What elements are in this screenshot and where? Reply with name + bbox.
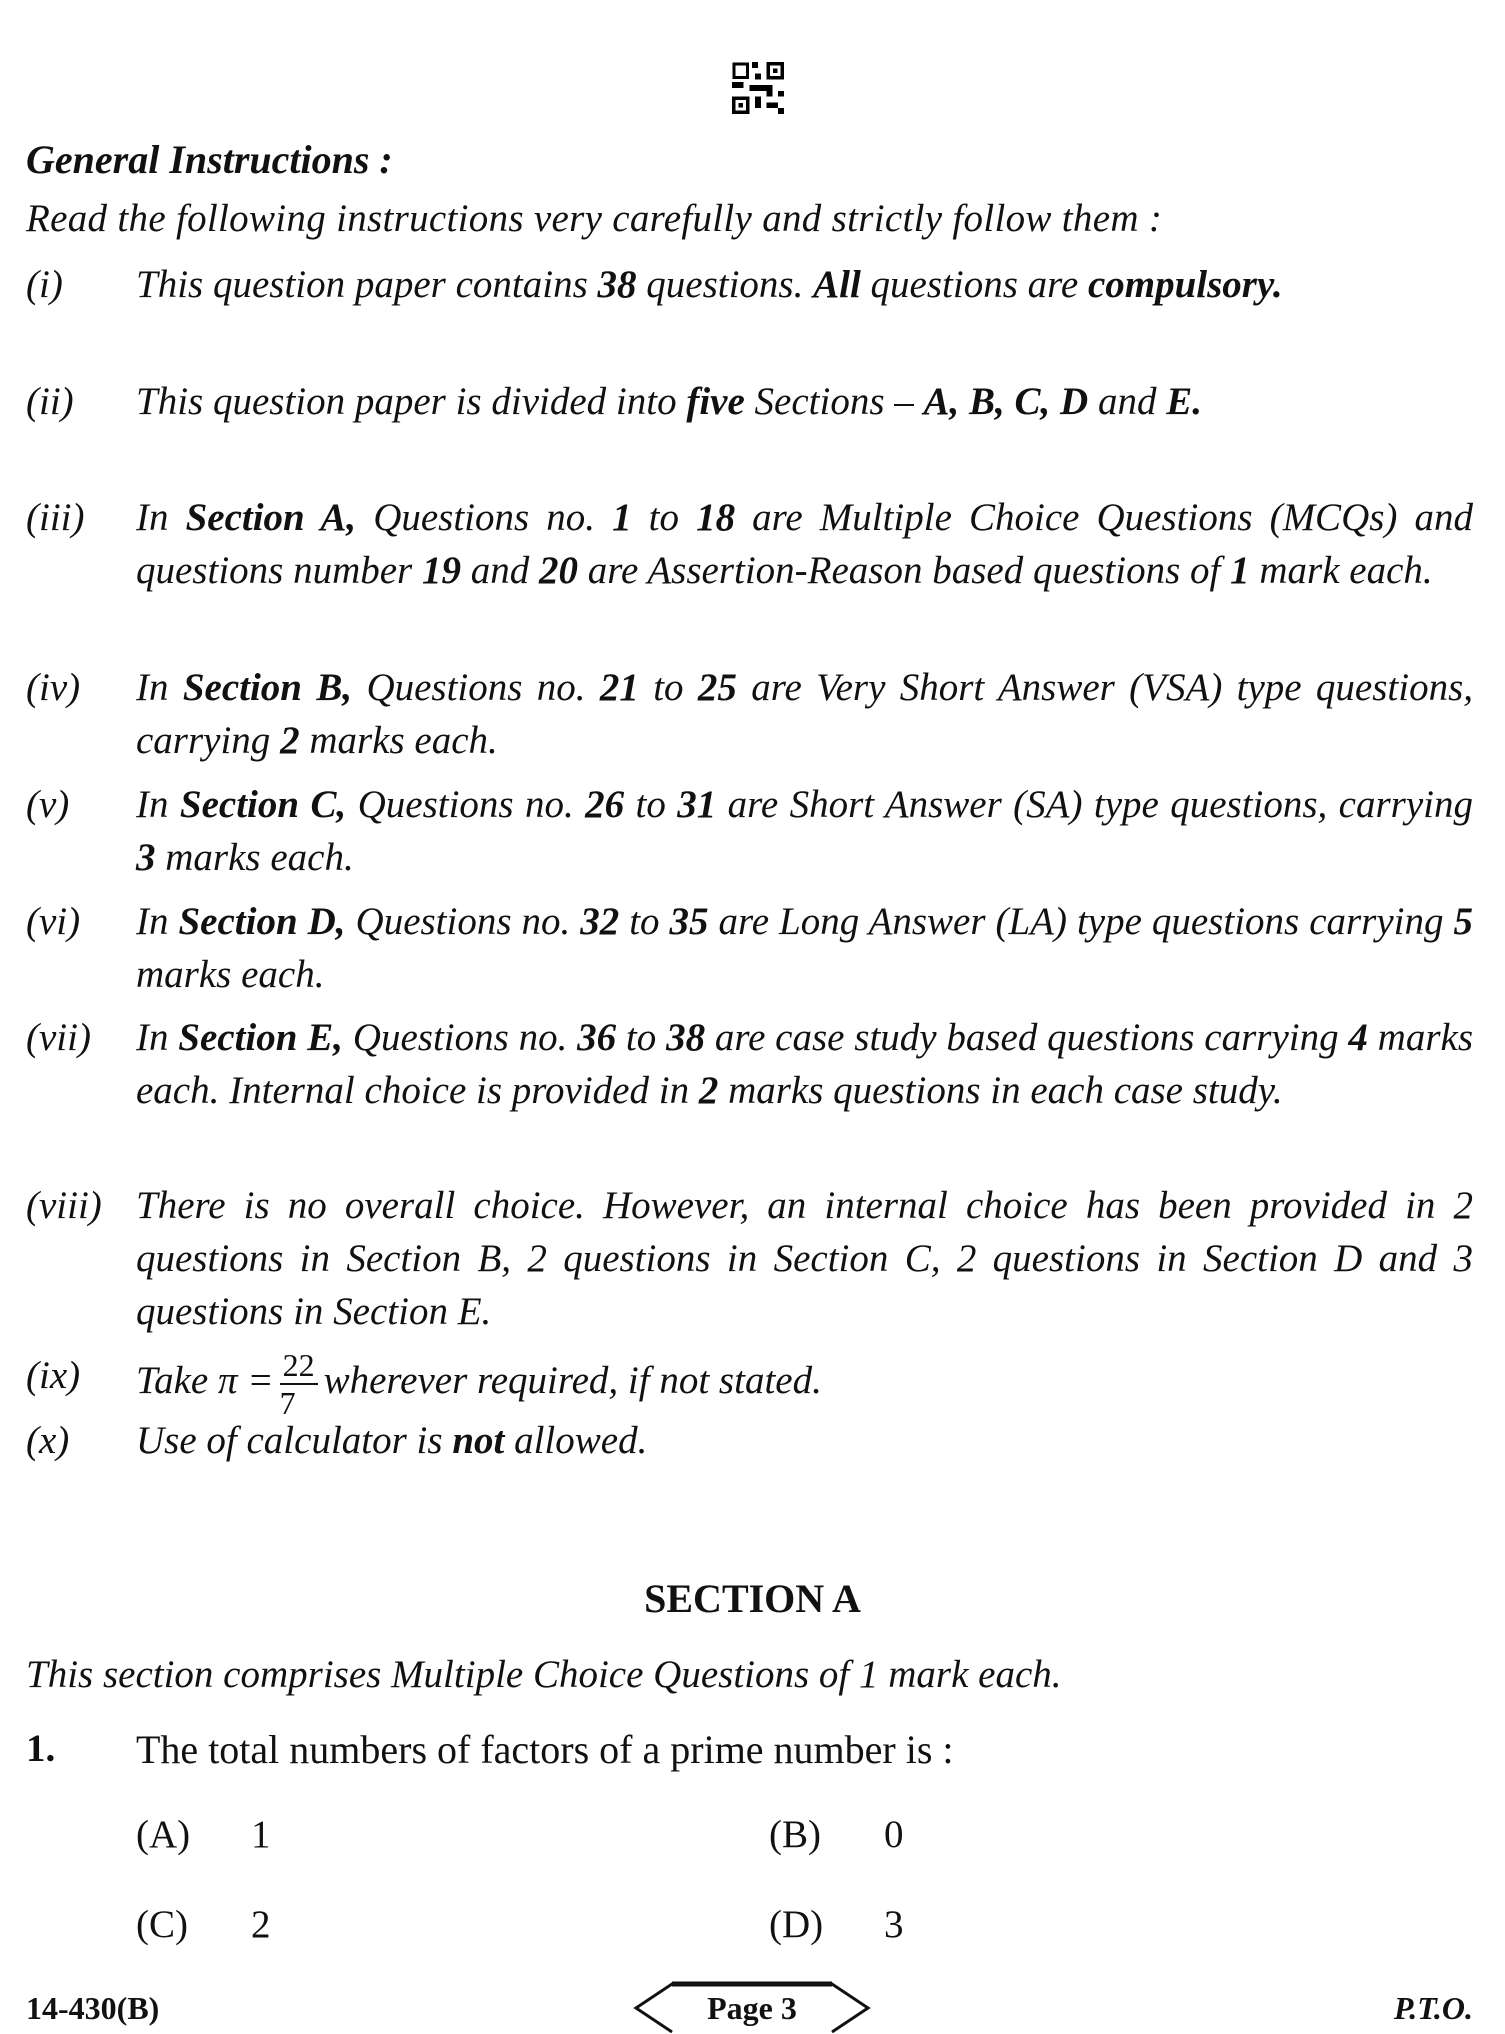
text-segment: are Long Answer (LA) type questions carrying [708,900,1454,943]
bold-text: 19 [422,549,461,592]
option-a [136,1812,271,1857]
text-segment: allowed. [504,1419,648,1462]
bold-text: 38 [666,1016,706,1059]
bold-text: Section D, [178,900,346,943]
bold-text: Section B, [182,666,353,709]
text-segment: This question paper is divided into [136,380,687,423]
fraction-numerator: 22 [280,1349,318,1385]
general-instructions-heading: General Instructions : [26,137,393,182]
bold-text: 1 [1230,549,1250,592]
bold-text: 3 [136,836,156,879]
pto-label: P.T.O. [1393,1990,1473,2026]
instructions-intro: Read the following instructions very carefully and strictly follow them : [26,197,1163,240]
bold-text: Section C, [179,783,347,826]
bold-text: not [452,1419,505,1462]
text-segment: marks each. [299,719,498,762]
option-value: 2 [251,1903,271,1946]
instruction-item [26,1011,1473,1117]
instruction-label: (ix) [26,1354,81,1397]
text-segment: wherever required, if not stated. [323,1358,822,1402]
bold-text: 38 [597,263,637,306]
text-segment: Questions no. [345,900,581,943]
instruction-label: (v) [26,783,70,826]
text-segment: Questions no. [352,666,600,709]
bold-text: five [686,380,745,423]
option-value: 1 [251,1813,271,1856]
bold-text: 36 [577,1016,617,1059]
instruction-label: (iv) [26,666,81,709]
text-segment: In [136,783,180,826]
bold-text: 25 [697,666,737,709]
text-segment: There is no overall choice. However, an internal choice has been provided in 2 questions in Section B, 2 questions in Section C, 2 questions in Section D and 3 questions in Section E. [136,1184,1473,1333]
bold-text: 2 [280,719,300,762]
text-segment: marks each. [136,953,325,996]
instruction-text [136,1011,1473,1117]
text-segment: Questions no. [356,496,613,539]
instruction-text [136,1414,1473,1467]
option-label: (D) [769,1903,824,1946]
text-segment: This question paper contains [136,263,598,306]
instruction-item [26,1414,1473,1467]
text-segment: to [616,1016,667,1059]
qr-code [731,62,785,114]
instruction-item [26,778,1473,884]
bold-text: A, B, C, D [923,380,1089,423]
instruction-label: (ii) [26,380,74,423]
text-segment: Questions no. [346,783,586,826]
text-segment: In [136,1016,179,1059]
text-segment: and [461,549,539,592]
page-badge [632,1980,872,2034]
text-segment: to [638,666,698,709]
bold-text: 1 [612,496,632,539]
instruction-item [26,661,1473,767]
paper-code: 14-430(B) [26,1990,160,2026]
instruction-label: (iii) [26,496,85,539]
text-segment: are Short Answer (SA) type questions, carrying [716,783,1473,826]
text-segment: marks each. Internal choice is provided in [136,1016,1474,1112]
option-c [136,1902,271,1947]
instruction-label: (viii) [26,1184,102,1227]
bold-text: E. [1166,380,1202,423]
instruction-text [136,1349,1473,1419]
bold-text: Section A, [185,496,357,539]
instruction-item [26,1179,1473,1338]
bold-text: 32 [580,900,620,943]
text-segment: mark each. [1249,549,1433,592]
instruction-text [136,895,1473,1001]
section-title: SECTION A [644,1576,861,1621]
instruction-label: (x) [26,1419,70,1462]
text-segment: are Assertion-Reason based questions of [578,549,1231,592]
text-segment: Questions no. [343,1016,578,1059]
question-text: The total numbers of factors of a prime number is : [136,1727,954,1772]
instruction-label: (vi) [26,900,81,943]
bold-text: 2 [698,1069,719,1112]
instruction-label: (vii) [26,1016,91,1059]
text-segment: to [619,900,670,943]
instruction-text [136,1179,1473,1338]
instruction-text [136,491,1473,597]
bold-text: Section E, [178,1016,344,1059]
option-d [769,1902,904,1947]
bold-text: 26 [585,783,625,826]
text-segment: questions. [636,263,814,306]
bold-text: 31 [677,783,717,826]
bold-text: All [813,263,861,306]
instruction-text [136,258,1473,311]
bold-text: 18 [696,496,736,539]
pi-fraction [280,1349,318,1419]
text-segment: marks questions in each case study. [718,1069,1283,1112]
bold-text: 35 [669,900,709,943]
text-segment: are case study based questions carrying [705,1016,1349,1059]
text-segment: In [136,900,179,943]
question-number: 1. [26,1727,56,1770]
option-b [769,1812,904,1857]
instruction-item [26,258,1473,311]
bold-text: 5 [1453,900,1473,943]
text-segment: are Very Short Answer (VSA) type questions, carrying [136,666,1474,762]
option-value: 0 [884,1813,904,1856]
instruction-text [136,778,1473,884]
text-segment: Use of calculator is [136,1419,453,1462]
text-segment: marks each. [155,836,354,879]
instruction-label: (i) [26,263,63,306]
instruction-item [26,491,1473,597]
instruction-item [26,895,1473,1001]
option-value: 3 [884,1903,904,1946]
instruction-text [136,661,1473,767]
text-segment: are Multiple Choice Questions (MCQs) and questions number [136,496,1473,592]
text-segment: In [136,666,183,709]
bold-text: 20 [539,549,578,592]
text-segment: and [1088,380,1167,423]
page-number: Page 3 [707,1990,797,2026]
bold-text: 21 [599,666,639,709]
text-segment: to [624,783,678,826]
instruction-item [26,375,1473,428]
section-intro: This section comprises Multiple Choice Questions of 1 mark each. [26,1653,1062,1696]
text-segment: to [631,496,697,539]
text-segment: Take π = [136,1358,274,1402]
fraction-denominator: 7 [279,1385,296,1421]
text-segment: In [136,496,186,539]
instruction-text [136,375,1473,428]
option-label: (C) [136,1903,188,1946]
instruction-item [26,1349,1473,1419]
text-segment: Sections – [744,380,924,423]
option-label: (B) [769,1813,821,1856]
option-label: (A) [136,1813,191,1856]
bold-text: 4 [1348,1016,1368,1059]
text-segment: questions are [860,263,1088,306]
bold-text: compulsory. [1087,263,1283,306]
